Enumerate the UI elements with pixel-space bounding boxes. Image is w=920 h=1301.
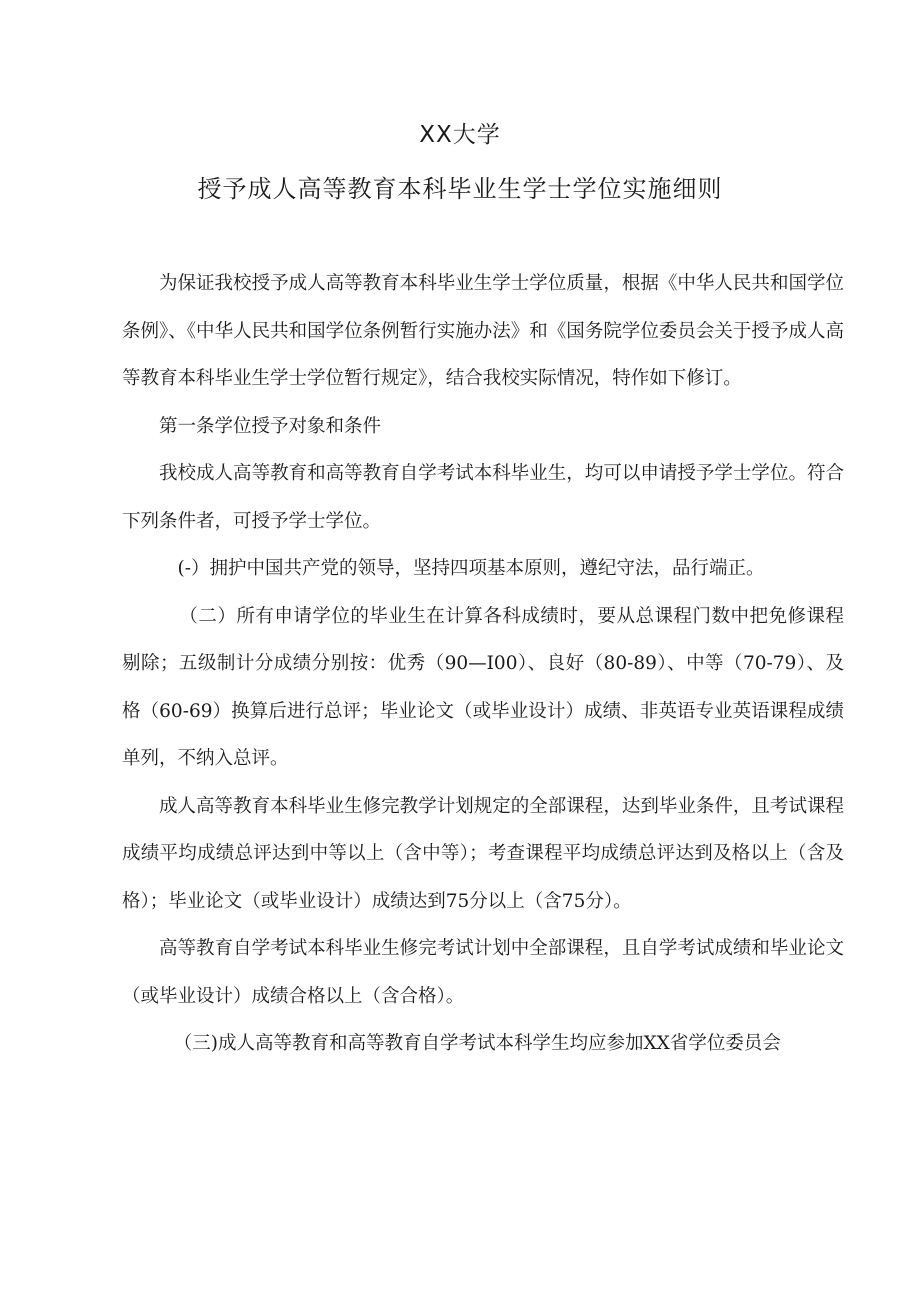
university-name: XX大学	[419, 122, 501, 148]
eligibility-paragraph: 我校成人高等教育和高等教育自学考试本科毕业生，均可以申请授予学士学位。符合下列条件者，可授予学士学位。	[122, 463, 844, 532]
condition-item-1: (-）拥护中国共产党的领导，坚持四项基本原则，遵纪守法，品行端正。	[177, 558, 765, 579]
condition-item-2: （二）所有申请学位的毕业生在计算各科成绩时，要从总课程门数中把免修课程剔除；五级制计分成绩分别按：优秀（90—I00）、良好（80-89）、中等（70-79）、及格（60-69）换算后进行总评；毕业论文（或毕业设计）成绩、非英语专业英语课程成绩单列，不纳入总评。	[122, 605, 844, 769]
adult-education-paragraph: 成人高等教育本科毕业生修完教学计划规定的全部课程，达到毕业条件，且考试课程成绩平均成绩总评达到中等以上（含中等）；考查课程平均成绩总评达到及格以上（含及格）；毕业论文（或毕业设计）成绩达到75分以上（含75分）。	[122, 795, 844, 912]
document-body	[122, 260, 844, 1068]
self-study-paragraph: 高等教育自学考试本科毕业生修完考试计划中全部课程，且自学考试成绩和毕业论文（或毕业设计）成绩合格以上（含合格）。	[122, 938, 844, 1007]
condition-item-3: （三)成人高等教育和高等教育自学考试本科学生均应参加XX省学位委员会	[173, 1033, 781, 1054]
intro-paragraph: 为保证我校授予成人高等教育本科毕业生学士学位质量，根据《中华人民共和国学位条例》、《中华人民共和国学位条例暂行实施办法》和《国务院学位委员会关于授予成人高等教育本科毕业生学士学位暂行规定》，结合我校实际情况，特作如下修订。	[122, 273, 844, 389]
article-heading: 第一条学位授予对象和条件	[159, 415, 382, 437]
document-title: 授予成人高等教育本科毕业生学士学位实施细则	[197, 175, 723, 203]
